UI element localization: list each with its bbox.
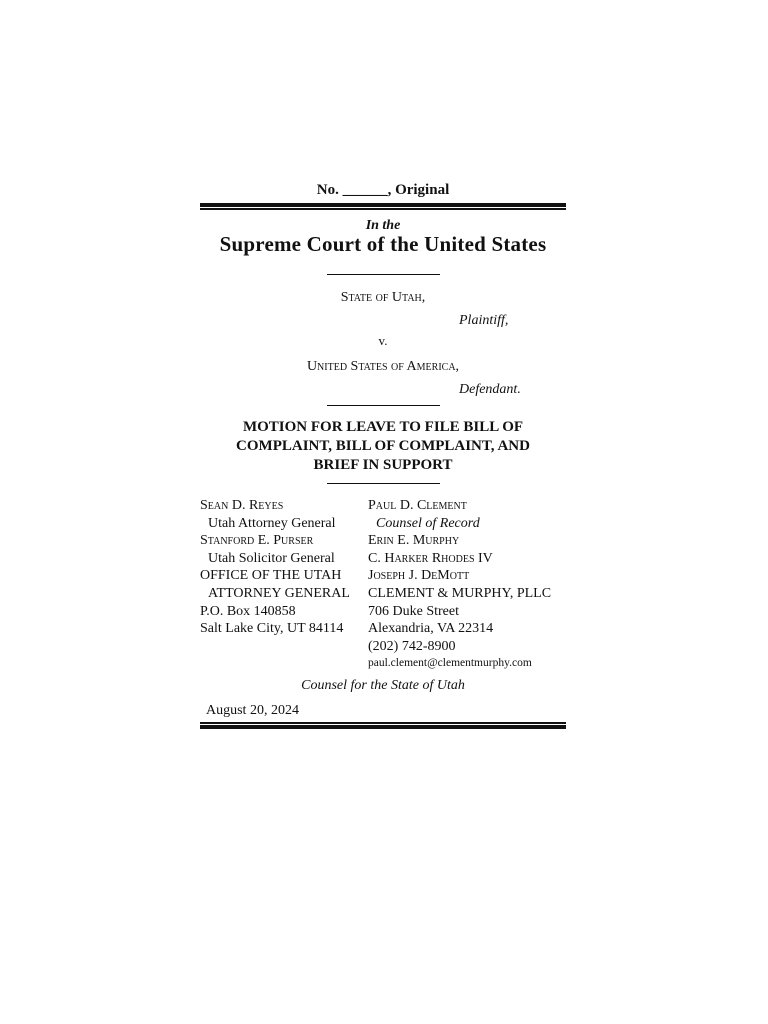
motion-title (200, 418, 566, 475)
bottom-double-rule (200, 722, 566, 729)
counsel-line: (202) 742-8900 (368, 638, 456, 654)
separator-rule (327, 405, 440, 406)
counsel-line: Paul D. Clement (368, 498, 467, 513)
docket-number: No. ______, Original (316, 182, 450, 198)
counsel-for-label: Counsel for the State of Utah (301, 678, 465, 693)
counsel-line: Utah Attorney General (208, 515, 336, 531)
defendant-role: Defendant. (459, 382, 521, 397)
counsel-line: C. Harker Rhodes IV (368, 550, 493, 566)
plaintiff-role: Plaintiff, (459, 313, 509, 328)
counsel-line: P.O. Box 140858 (200, 603, 296, 619)
in-the-label: In the (365, 218, 401, 233)
motion-title-line: BRIEF IN SUPPORT (313, 457, 453, 473)
defendant-name: United States of America, (306, 359, 460, 374)
document-page (200, 0, 566, 1024)
counsel-line: Utah Solicitor General (208, 550, 335, 566)
counsel-line: Sean D. Reyes (200, 498, 284, 513)
counsel-line: CLEMENT & MURPHY, PLLC (368, 585, 552, 601)
counsel-line: Counsel of Record (376, 515, 480, 531)
versus-label: v. (378, 333, 388, 348)
counsel-email: paul.clement@clementmurphy.com (368, 657, 532, 670)
counsel-line: ATTORNEY GENERAL (208, 585, 350, 601)
counsel-line: Joseph J. DeMott (368, 568, 470, 584)
filing-date: August 20, 2024 (206, 703, 299, 718)
counsel-line: 706 Duke Street (368, 603, 459, 619)
utah-counsel-block (200, 497, 350, 638)
counsel-line: Salt Lake City, UT 84114 (200, 621, 344, 637)
court-name: Supreme Court of the United States (219, 232, 547, 256)
separator-rule (327, 274, 440, 275)
separator-rule (327, 483, 440, 484)
top-double-rule (200, 203, 566, 210)
motion-title-line: COMPLAINT, BILL OF COMPLAINT, AND (236, 438, 530, 454)
counsel-line: Erin E. Murphy (368, 533, 460, 549)
motion-title-line: MOTION FOR LEAVE TO FILE BILL OF (242, 419, 524, 435)
plaintiff-name: State of Utah, (340, 290, 426, 305)
counsel-line: Stanford E. Purser (200, 533, 314, 549)
firm-counsel-block (368, 497, 551, 673)
counsel-line: Alexandria, VA 22314 (368, 621, 494, 637)
counsel-line: OFFICE OF THE UTAH (200, 568, 342, 584)
